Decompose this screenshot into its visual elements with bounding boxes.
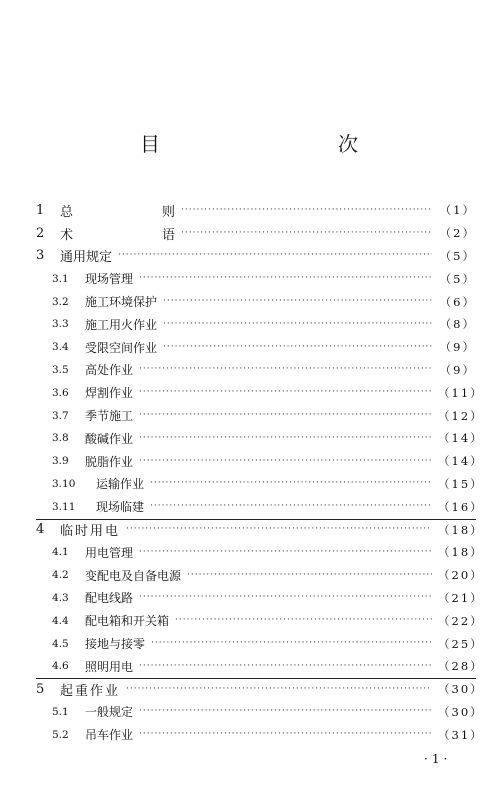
leader-dots <box>139 548 432 557</box>
entry-page: （22） <box>438 613 484 628</box>
toc-entry[interactable] <box>36 404 484 427</box>
leader-dots <box>175 616 432 625</box>
toc-entry[interactable] <box>36 678 484 701</box>
toc-entry[interactable] <box>36 655 484 678</box>
section-divider <box>36 519 476 520</box>
entry-page: （30） <box>438 704 484 719</box>
leader-dots <box>150 479 432 488</box>
entry-page: （8） <box>439 317 476 332</box>
entry-number: 3.8 <box>52 432 69 445</box>
entry-number: 3.2 <box>52 295 69 308</box>
entry-page: （9） <box>439 340 476 355</box>
entry-page: （9） <box>439 362 476 377</box>
entry-page: （1） <box>439 203 476 218</box>
leader-dots <box>187 571 432 580</box>
entry-page: （6） <box>439 294 476 309</box>
leader-dots <box>150 502 432 511</box>
leader-dots <box>163 297 432 306</box>
toc-entry[interactable] <box>36 723 484 746</box>
leader-dots <box>163 343 432 352</box>
leader-dots <box>126 525 432 534</box>
leader-dots <box>126 685 432 694</box>
toc-entry[interactable] <box>36 313 476 336</box>
entry-page: （31） <box>438 727 484 742</box>
page-title: 目 次 <box>140 132 404 156</box>
leader-dots <box>181 206 432 215</box>
toc-list <box>36 199 484 746</box>
leader-dots <box>163 320 432 329</box>
entry-number: 5.1 <box>52 705 69 718</box>
leader-dots <box>139 457 432 466</box>
entry-page: （15） <box>438 476 484 491</box>
entry-number: 2 <box>36 225 45 241</box>
toc-entry[interactable] <box>36 495 484 518</box>
leader-dots <box>139 730 432 739</box>
toc-entry[interactable] <box>36 701 484 724</box>
entry-page: （11） <box>438 385 484 400</box>
toc-entry[interactable] <box>36 564 484 587</box>
entry-page: （30） <box>438 682 484 697</box>
entry-number: 4.5 <box>52 637 69 650</box>
toc-entry[interactable] <box>36 587 484 610</box>
entry-number: 3.5 <box>52 363 69 376</box>
toc-entry[interactable] <box>36 450 484 473</box>
section-divider <box>36 678 476 679</box>
entry-label: 受限空间作业 <box>85 340 158 355</box>
toc-entry[interactable] <box>36 199 476 222</box>
entry-page: （16） <box>438 499 484 514</box>
leader-dots <box>139 593 432 602</box>
leader-dots <box>181 229 432 238</box>
entry-label: 接地与接零 <box>85 637 146 652</box>
entry-page: （2） <box>439 226 476 241</box>
entry-label: 总 则 <box>60 204 214 220</box>
entry-label: 配电线路 <box>85 591 134 606</box>
entry-number: 5.2 <box>52 728 69 741</box>
entry-page: （5） <box>439 248 476 263</box>
entry-label: 施工用火作业 <box>85 317 158 332</box>
leader-dots <box>139 707 432 716</box>
entry-number: 1 <box>36 202 45 218</box>
toc-entry[interactable] <box>36 609 484 632</box>
entry-label: 变配电及自备电源 <box>85 568 182 583</box>
entry-number: 3.11 <box>52 500 76 513</box>
entry-page: （18） <box>438 522 484 537</box>
page-number: ·1· <box>424 752 452 766</box>
toc-entry[interactable] <box>36 632 484 655</box>
entry-number: 3.9 <box>52 455 69 468</box>
entry-label: 照明用电 <box>85 659 134 674</box>
entry-label: 通用规定 <box>60 250 113 266</box>
entry-label: 现场临建 <box>96 500 145 515</box>
leader-dots <box>151 639 432 648</box>
leader-dots <box>139 411 432 420</box>
toc-entry[interactable] <box>36 359 476 382</box>
entry-number: 4.6 <box>52 660 69 673</box>
entry-page: （12） <box>438 408 484 423</box>
entry-number: 4.2 <box>52 569 69 582</box>
entry-page: （14） <box>438 431 484 446</box>
entry-page: （14） <box>438 454 484 469</box>
entry-label: 高处作业 <box>85 363 134 378</box>
entry-label: 运输作业 <box>96 477 145 492</box>
entry-label: 术 语 <box>60 227 214 243</box>
entry-number: 4.1 <box>52 546 69 559</box>
entry-number: 4.4 <box>52 614 69 627</box>
leader-dots <box>118 251 432 260</box>
entry-page: （18） <box>438 545 484 560</box>
leader-dots <box>139 434 432 443</box>
entry-number: 3.3 <box>52 318 69 331</box>
entry-label: 焊割作业 <box>85 386 134 401</box>
entry-label: 现场管理 <box>85 272 134 287</box>
leader-dots <box>139 274 432 283</box>
entry-page: （20） <box>438 568 484 583</box>
leader-dots <box>139 662 432 671</box>
toc-entry[interactable] <box>36 290 476 313</box>
toc-entry[interactable] <box>36 245 476 268</box>
entry-page: （21） <box>438 590 484 605</box>
entry-label: 酸碱作业 <box>85 431 134 446</box>
leader-dots <box>139 365 432 374</box>
toc-entry[interactable] <box>36 518 484 541</box>
toc-entry[interactable] <box>36 541 484 564</box>
entry-label: 起重作业 <box>60 683 121 699</box>
entry-page: （5） <box>439 271 476 286</box>
entry-number: 4 <box>36 522 45 538</box>
toc-entry[interactable] <box>36 473 484 496</box>
entry-label: 施工环境保护 <box>85 295 158 310</box>
entry-label: 临时用电 <box>60 524 121 540</box>
toc-entry[interactable] <box>36 381 484 404</box>
entry-label: 用电管理 <box>85 545 134 560</box>
toc-entry[interactable] <box>36 267 476 290</box>
entry-label: 吊车作业 <box>85 728 134 743</box>
entry-number: 3.6 <box>52 386 69 399</box>
entry-label: 季节施工 <box>85 409 134 424</box>
entry-number: 3 <box>36 248 45 264</box>
entry-number: 4.3 <box>52 591 69 604</box>
entry-number: 5 <box>36 681 45 697</box>
entry-number: 3.1 <box>52 272 69 285</box>
entry-page: （28） <box>438 659 484 674</box>
toc-entry[interactable] <box>36 427 484 450</box>
toc-entry[interactable] <box>36 222 476 245</box>
leader-dots <box>139 388 432 397</box>
entry-label: 脱脂作业 <box>85 454 134 469</box>
entry-number: 3.7 <box>52 409 69 422</box>
entry-page: （25） <box>438 636 484 651</box>
entry-label: 配电箱和开关箱 <box>85 614 170 629</box>
entry-number: 3.10 <box>52 477 76 490</box>
entry-label: 一般规定 <box>85 705 134 720</box>
toc-entry[interactable] <box>36 336 476 359</box>
entry-number: 3.4 <box>52 341 69 354</box>
